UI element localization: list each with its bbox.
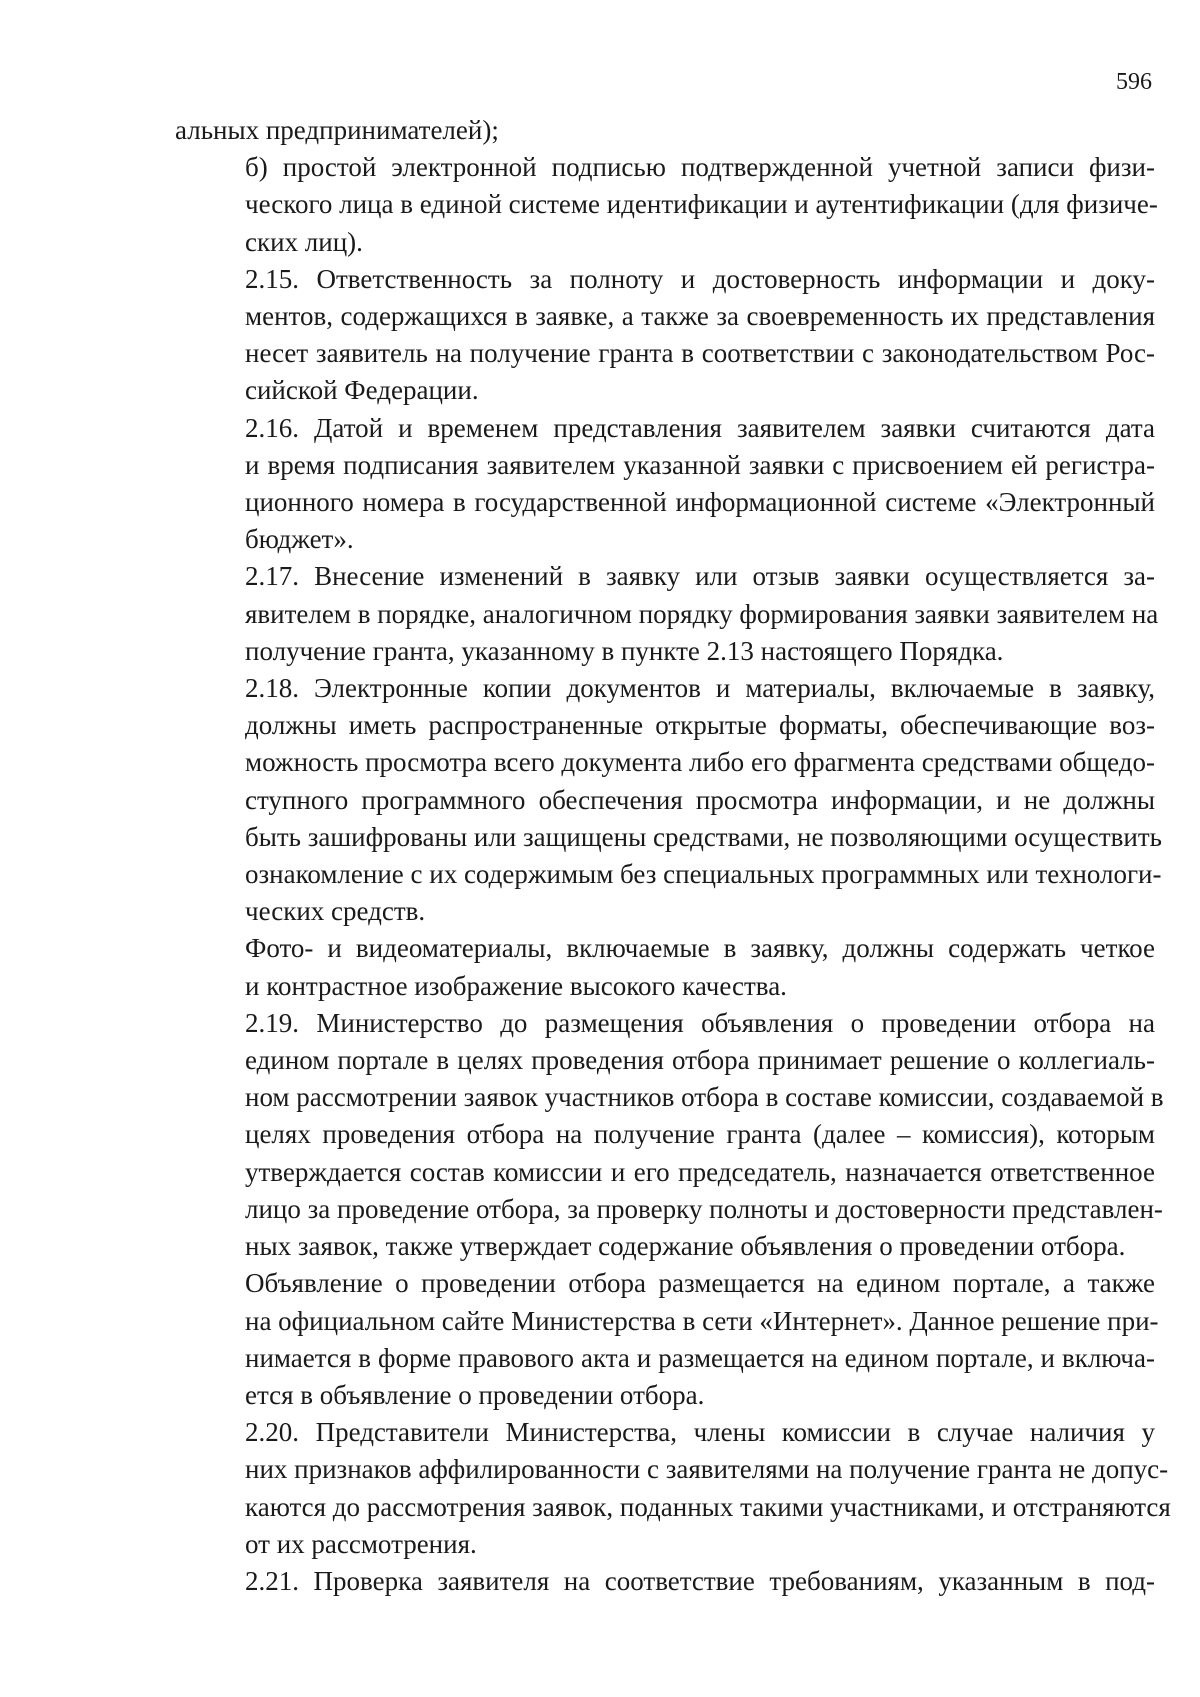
paragraph <box>175 1414 1171 1563</box>
paragraph <box>175 930 1155 1004</box>
text-line: несет заявитель на получение гранта в соответствии с законодательством Рос- <box>245 338 1155 369</box>
paragraph <box>175 261 1155 410</box>
text-line: должны иметь распространенные открытые форматы, обеспечивающие воз- <box>245 710 1155 741</box>
text-line: б) простой электронной подписью подтвержденной учетной записи физи- <box>245 152 1155 183</box>
page-number: 596 <box>1116 69 1152 95</box>
text-line: ционного номера в государственной информационной системе «Электронный <box>245 487 1155 518</box>
paragraph <box>175 112 1155 149</box>
text-line: ческого лица в единой системе идентификации и аутентификации (для физиче- <box>245 189 1158 220</box>
text-line: 2.17. Внесение изменений в заявку или отзыв заявки осуществляется за- <box>245 561 1155 592</box>
paragraph <box>175 410 1155 559</box>
text-line: от их рассмотрения. <box>245 1528 477 1559</box>
text-line: 2.16. Датой и временем представления заявителем заявки считаются дата <box>245 412 1155 443</box>
text-line: каются до рассмотрения заявок, поданных такими участниками, и отстраняются <box>245 1491 1171 1522</box>
text-line: ступного программного обеспечения просмотра информации, и не должны <box>245 784 1155 815</box>
text-line: 2.19. Министерство до размещения объявления о проведении отбора на <box>245 1007 1155 1038</box>
text-line: и контрастное изображение высокого качества. <box>245 970 787 1001</box>
document-body <box>175 112 1171 1600</box>
text-line: 2.15. Ответственность за полноту и достоверность информации и доку- <box>245 263 1155 294</box>
text-line: явителем в порядке, аналогичном порядку формирования заявки заявителем на <box>245 598 1159 629</box>
text-line: получение гранта, указанному в пункте 2.13 настоящего Порядка. <box>245 635 1004 666</box>
text-line: нимается в форме правового акта и размещается на едином портале, и включа- <box>245 1342 1155 1373</box>
text-line: быть зашифрованы или защищены средствами, не позволяющими осуществить <box>245 821 1162 852</box>
text-line: целях проведения отбора на получение гранта (далее – комиссия), которым <box>245 1119 1155 1150</box>
text-line: ских лиц). <box>245 226 363 257</box>
text-line: едином портале в целях проведения отбора принимает решение о коллегиаль- <box>245 1045 1155 1076</box>
text-line: можность просмотра всего документа либо его фрагмента средствами общедо- <box>245 747 1155 778</box>
text-line: ознакомление с их содержимым без специальных программных или технологи- <box>245 859 1162 890</box>
paragraph <box>175 149 1158 261</box>
paragraph <box>175 1265 1159 1414</box>
text-line: на официальном сайте Министерства в сети «Интернет». Данное решение при- <box>245 1305 1159 1336</box>
text-line: сийской Федерации. <box>245 375 479 406</box>
text-line: утверждается состав комиссии и его председатель, назначается ответственное <box>245 1156 1155 1187</box>
paragraph <box>175 558 1159 670</box>
text-line: ческих средств. <box>245 896 426 927</box>
text-line: 2.20. Представители Министерства, члены комиссии в случае наличия у <box>245 1417 1155 1448</box>
text-line: бюджет». <box>245 524 354 555</box>
text-line: альных предпринимателей); <box>175 115 499 145</box>
text-line: Объявление о проведении отбора размещается на едином портале, а также <box>245 1268 1155 1299</box>
text-line: и время подписания заявителем указанной заявки с присвоением ей регистра- <box>245 449 1155 480</box>
paragraph <box>175 1005 1164 1265</box>
text-line: Фото- и видеоматериалы, включаемые в заявку, должны содержать четкое <box>245 933 1155 964</box>
text-line: ном рассмотрении заявок участников отбора в составе комиссии, создаваемой в <box>245 1082 1164 1113</box>
text-line: них признаков аффилированности с заявителями на получение гранта не допус- <box>245 1454 1169 1485</box>
text-line: ется в объявление о проведении отбора. <box>245 1379 705 1410</box>
text-line: 2.18. Электронные копии документов и материалы, включаемые в заявку, <box>245 673 1155 704</box>
paragraph <box>175 1563 1155 1600</box>
text-line: ментов, содержащихся в заявке, а также за своевременность их представления <box>245 301 1155 332</box>
text-line: ных заявок, также утверждает содержание объявления о проведении отбора. <box>245 1231 1126 1262</box>
text-line: лицо за проведение отбора, за проверку полноты и достоверности представлен- <box>245 1193 1163 1224</box>
text-line: 2.21. Проверка заявителя на соответствие требованиям, указанным в под- <box>245 1565 1155 1596</box>
paragraph <box>175 670 1162 930</box>
